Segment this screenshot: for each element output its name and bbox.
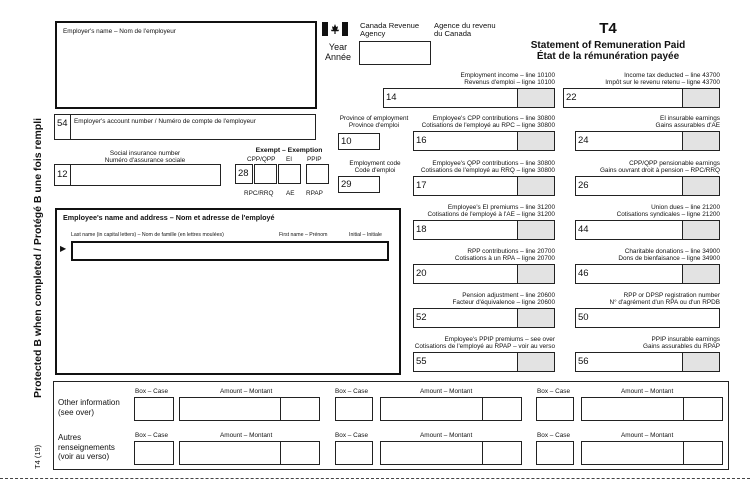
box-22-field[interactable]: 22 xyxy=(563,88,720,108)
box-52-label: Pension adjustment – line 20600 Facteur d'équivalence – ligne 20600 xyxy=(452,292,555,307)
exempt-28-number: 28 xyxy=(235,164,253,184)
exempt-title: Exempt – Exemption xyxy=(255,147,323,154)
exempt-rpc-label: RPC/RRQ xyxy=(244,190,274,197)
box-14-field[interactable]: 14 xyxy=(383,88,555,108)
form-id-label: T4 (19) xyxy=(33,444,42,469)
box-50-label: RPP or DPSP registration number N° d'agrément d'un RPA ou d'un RPDB xyxy=(609,292,720,307)
row1-case-field-1[interactable] xyxy=(134,397,174,421)
year-label-en: Year xyxy=(328,42,348,52)
exempt-ppip-checkbox[interactable] xyxy=(306,164,329,184)
row2-box-case-1: Box – Case xyxy=(135,432,169,439)
row1-amount-field-1[interactable] xyxy=(179,397,320,421)
agency-fr: Agence du revenu du Canada xyxy=(434,21,496,39)
box-18-field[interactable]: 18 xyxy=(413,220,555,240)
box-44-label: Union dues – line 21200 Cotisations syndicales – ligne 21200 xyxy=(616,204,720,219)
exempt-ei-checkbox[interactable] xyxy=(278,164,301,184)
box-14-label: Employment income – line 10100 Revenus d'emploi – ligne 10100 xyxy=(460,72,555,87)
employment-code-field[interactable] xyxy=(338,176,380,193)
row2-box-case-2: Box – Case xyxy=(335,432,369,439)
box-26-label: CPP/QPP pensionable earnings Gains ouvrant droit à pension – RPC/RRQ xyxy=(599,160,720,175)
employee-address-box[interactable] xyxy=(55,208,401,375)
row1-amount-2: Amount – Montant xyxy=(420,388,473,395)
row1-box-case-2: Box – Case xyxy=(335,388,369,395)
last-name-label: Last name (in capital letters) – Nom de famille (en lettres moulées) xyxy=(71,232,224,238)
box-number-12: 12 xyxy=(57,169,68,180)
box-17-label: Employee's QPP contributions – line 30800 Cotisations de l'employé au RRQ – ligne 30800 xyxy=(420,160,555,175)
box-56-field[interactable]: 56 xyxy=(575,352,720,372)
protected-b-label: Protected B when completed / Protégé B une fois rempli xyxy=(32,117,44,398)
sin-field[interactable] xyxy=(54,164,221,186)
box-16-field[interactable]: 16 xyxy=(413,131,555,151)
row2-case-field-3[interactable] xyxy=(536,441,574,465)
employee-name-field[interactable] xyxy=(71,241,389,261)
box-number-29: 29 xyxy=(341,179,352,190)
exempt-rpap-label: RPAP xyxy=(306,190,323,197)
box-55-field[interactable]: 55 xyxy=(413,352,555,372)
row1-box-case-1: Box – Case xyxy=(135,388,169,395)
row2-amount-3: Amount – Montant xyxy=(621,432,674,439)
year-field[interactable] xyxy=(359,41,431,65)
other-info-fr-label: Autres renseignements (voir au verso) xyxy=(58,433,115,461)
initial-label: Initial – Initiale xyxy=(349,232,382,238)
first-name-label: First name – Prénom xyxy=(279,232,328,238)
employer-account-label: Employer's account number / Numéro de compte de l'employeur xyxy=(74,118,256,125)
other-info-label: Other information (see over) xyxy=(58,398,120,417)
box-50-field[interactable]: 50 xyxy=(575,308,720,328)
row2-amount-field-3[interactable] xyxy=(581,441,723,465)
box-24-field[interactable]: 24 xyxy=(575,131,720,151)
form-title-en: Statement of Remuneration Paid xyxy=(530,40,686,51)
box-55-label: Employee's PPIP premiums – see over Cotisations de l'employé au RPAP – voir au verso xyxy=(414,336,555,351)
exempt-cpp-checkbox[interactable] xyxy=(254,164,277,184)
canada-flag-icon xyxy=(322,22,348,36)
exempt-ae-label: AE xyxy=(286,190,295,197)
form-code: T4 xyxy=(599,20,617,37)
form-title-fr: État de la rémunération payée xyxy=(536,51,680,62)
box-16-label: Employee's CPP contributions – line 30800 Cotisations de l'employé au RPC – ligne 30800 xyxy=(421,115,555,130)
employer-name-label: Employer's name – Nom de l'employeur xyxy=(63,28,176,35)
row2-amount-field-1[interactable] xyxy=(179,441,320,465)
agency-en: Canada Revenue Agency xyxy=(360,21,420,39)
sin-label: Social insurance number Numéro d'assurance sociale xyxy=(104,150,186,165)
year-label-fr: Année xyxy=(324,52,352,62)
tear-line xyxy=(0,478,750,479)
exempt-ppip-label: PPIP xyxy=(307,156,322,163)
box-44-field[interactable]: 44 xyxy=(575,220,720,240)
exempt-cpp-label: CPP/QPP xyxy=(247,156,276,163)
box-46-label: Charitable donations – line 34900 Dons de bienfaisance – ligne 34900 xyxy=(618,248,720,263)
box-20-label: RPP contributions – line 20700 Cotisations à un RPA – ligne 20700 xyxy=(454,248,555,263)
row1-case-field-2[interactable] xyxy=(335,397,373,421)
row2-amount-2: Amount – Montant xyxy=(420,432,473,439)
row1-amount-field-3[interactable] xyxy=(581,397,723,421)
employment-code-label: Employment code Code d'emploi xyxy=(349,160,401,175)
row2-box-case-3: Box – Case xyxy=(537,432,571,439)
box-20-field[interactable]: 20 xyxy=(413,264,555,284)
row2-case-field-2[interactable] xyxy=(335,441,373,465)
box-number-10: 10 xyxy=(341,136,352,147)
box-17-field[interactable]: 17 xyxy=(413,176,555,196)
exempt-ei-label: EI xyxy=(286,156,293,163)
row1-box-case-3: Box – Case xyxy=(537,388,571,395)
row1-case-field-3[interactable] xyxy=(536,397,574,421)
province-field[interactable] xyxy=(338,133,380,150)
box-52-field[interactable]: 52 xyxy=(413,308,555,328)
row1-amount-field-2[interactable] xyxy=(380,397,522,421)
box-22-label: Income tax deducted – line 43700 Impôt sur le revenu retenu – ligne 43700 xyxy=(605,72,720,87)
box-46-field[interactable]: 46 xyxy=(575,264,720,284)
row1-amount-1: Amount – Montant xyxy=(220,388,273,395)
employee-section-title: Employee's name and address – Nom et adresse de l'employé xyxy=(63,213,275,222)
box-24-label: EI insurable earnings Gains assurables d'AE xyxy=(655,115,720,130)
box-26-field[interactable]: 26 xyxy=(575,176,720,196)
row2-amount-1: Amount – Montant xyxy=(220,432,273,439)
box-18-label: Employee's EI premiums – line 31200 Cotisations de l'employé à l'AE – ligne 31200 xyxy=(427,204,555,219)
box-number-54: 54 xyxy=(57,118,68,129)
arrow-icon: ▶ xyxy=(60,244,67,253)
row2-case-field-1[interactable] xyxy=(134,441,174,465)
employer-name-box[interactable] xyxy=(55,21,317,109)
employer-account-field[interactable] xyxy=(54,114,316,140)
row2-amount-field-2[interactable] xyxy=(380,441,522,465)
row1-amount-3: Amount – Montant xyxy=(621,388,674,395)
box-56-label: PPIP insurable earnings Gains assurables du RPAP xyxy=(643,336,720,351)
province-label: Province of employment Province d'emploi xyxy=(339,115,409,130)
